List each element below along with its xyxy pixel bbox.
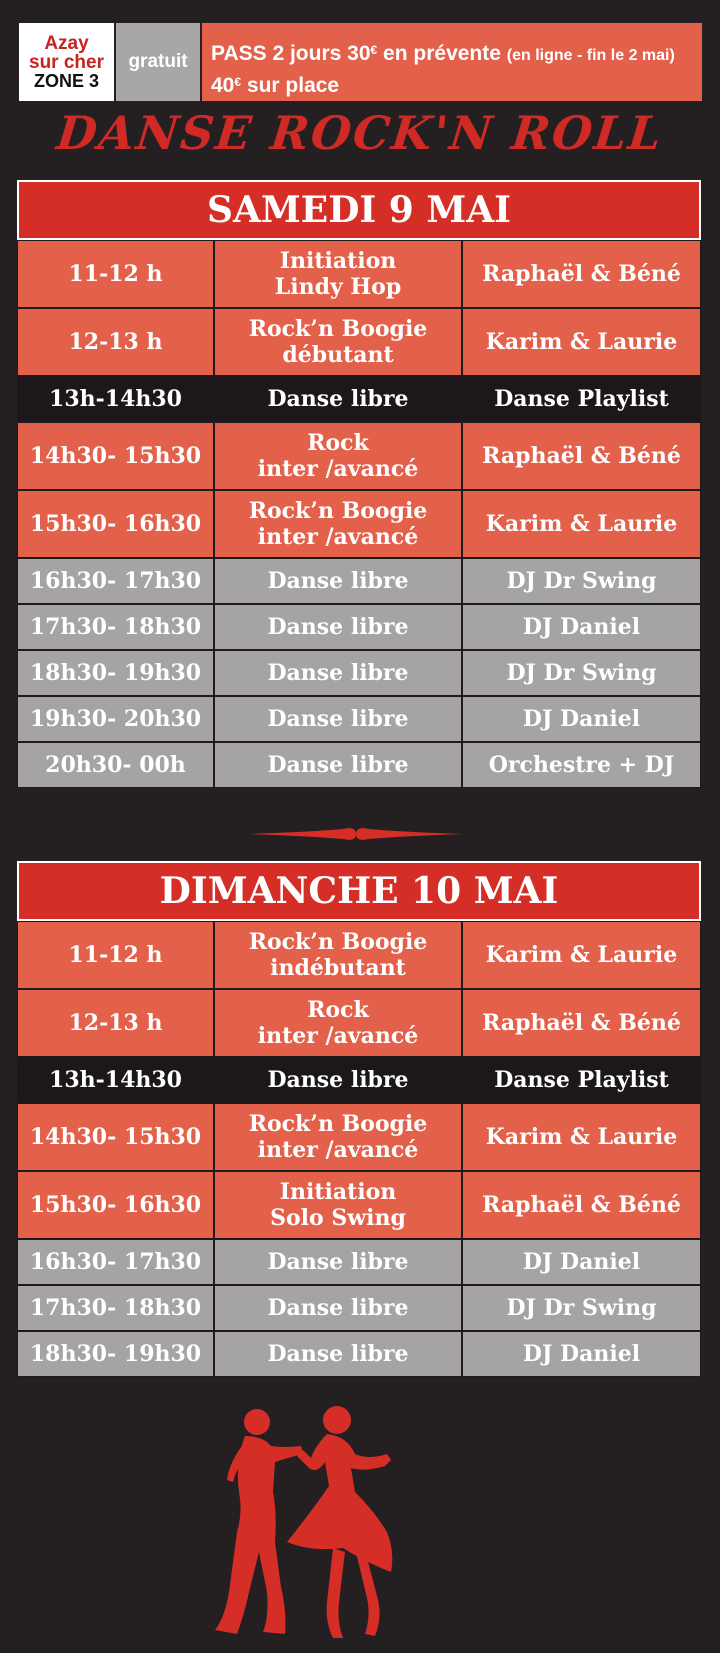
host-cell: DJ Daniel bbox=[462, 1239, 701, 1285]
page-title: DANSE ROCK'N ROLL bbox=[54, 106, 666, 160]
host-cell: Raphaël & Béné bbox=[462, 422, 701, 490]
pass-line2 bbox=[211, 69, 702, 99]
activity-text bbox=[267, 660, 408, 686]
table-row bbox=[17, 1239, 701, 1285]
table-row bbox=[17, 308, 701, 376]
pass-price: PASS 2 jours 30 bbox=[211, 42, 371, 65]
activity-cell bbox=[214, 1171, 462, 1239]
pass-euro: € bbox=[370, 43, 378, 57]
time-cell: 11-12 h bbox=[17, 240, 214, 308]
pass-line1 bbox=[211, 37, 702, 69]
activity-line1: Rock’n Boogie bbox=[248, 929, 428, 955]
onsite-label: sur place bbox=[246, 74, 340, 97]
sunday-schedule bbox=[17, 861, 701, 1377]
time-cell: 13h-14h30 bbox=[17, 376, 214, 422]
activity-line1: Rock’n Boogie bbox=[248, 498, 428, 524]
host-cell: DJ Daniel bbox=[462, 604, 701, 650]
activity-text bbox=[267, 386, 408, 412]
activity-line1: Rock’n Boogie bbox=[248, 316, 428, 342]
time-cell: 15h30- 16h30 bbox=[17, 1171, 214, 1239]
activity-cell bbox=[214, 490, 462, 558]
time-cell: 13h-14h30 bbox=[17, 1057, 214, 1103]
saturday-schedule bbox=[17, 180, 701, 788]
activity-cell bbox=[214, 1057, 462, 1103]
table-row bbox=[17, 1285, 701, 1331]
activity-line1: Rock bbox=[307, 430, 369, 456]
activity-cell bbox=[214, 1331, 462, 1377]
table-row bbox=[17, 989, 701, 1057]
table-row bbox=[17, 490, 701, 558]
pass-info bbox=[202, 23, 702, 101]
activity-text bbox=[258, 997, 418, 1049]
time-cell: 16h30- 17h30 bbox=[17, 1239, 214, 1285]
activity-line1: Initiation bbox=[279, 1179, 397, 1205]
table-row bbox=[17, 1057, 701, 1103]
host-cell: DJ Daniel bbox=[462, 1331, 701, 1377]
activity-line1: Danse libre bbox=[267, 386, 409, 412]
activity-text bbox=[267, 568, 408, 594]
activity-text bbox=[267, 1295, 408, 1321]
host-cell: DJ Daniel bbox=[462, 696, 701, 742]
activity-line2: inter /avancé bbox=[257, 1023, 419, 1049]
activity-cell bbox=[214, 308, 462, 376]
zone-label: ZONE 3 bbox=[33, 70, 99, 91]
table-row bbox=[17, 1103, 701, 1171]
host-cell: Karim & Laurie bbox=[462, 490, 701, 558]
activity-text bbox=[249, 1111, 428, 1163]
saturday-heading: SAMEDI 9 MAI bbox=[17, 180, 701, 240]
activity-line2: inter /avancé bbox=[257, 1137, 419, 1163]
table-row bbox=[17, 376, 701, 422]
time-cell: 17h30- 18h30 bbox=[17, 604, 214, 650]
host-cell: Karim & Laurie bbox=[462, 308, 701, 376]
activity-line2: indébutant bbox=[270, 955, 406, 981]
activity-line1: Danse libre bbox=[267, 1295, 409, 1321]
location-box bbox=[19, 23, 114, 101]
table-row bbox=[17, 240, 701, 308]
table-row bbox=[17, 1331, 701, 1377]
activity-cell bbox=[214, 422, 462, 490]
activity-text bbox=[275, 248, 402, 300]
activity-line1: Danse libre bbox=[267, 752, 409, 778]
activity-text bbox=[267, 1249, 408, 1275]
host-cell: Orchestre + DJ bbox=[462, 742, 701, 788]
ornamental-divider-icon bbox=[248, 826, 464, 842]
host-cell: Danse Playlist bbox=[462, 376, 701, 422]
table-row bbox=[17, 604, 701, 650]
table-row bbox=[17, 742, 701, 788]
activity-line2: débutant bbox=[282, 342, 394, 368]
activity-text bbox=[267, 706, 408, 732]
table-row bbox=[17, 1171, 701, 1239]
activity-cell bbox=[214, 650, 462, 696]
activity-line1: Rock’n Boogie bbox=[248, 1111, 428, 1137]
activity-cell bbox=[214, 604, 462, 650]
activity-line1: Danse libre bbox=[267, 568, 409, 594]
time-cell: 17h30- 18h30 bbox=[17, 1285, 214, 1331]
activity-line2: inter /avancé bbox=[257, 524, 419, 550]
host-cell: Karim & Laurie bbox=[462, 1103, 701, 1171]
activity-cell bbox=[214, 742, 462, 788]
activity-cell bbox=[214, 1103, 462, 1171]
activity-line1: Danse libre bbox=[267, 1341, 409, 1367]
host-cell: DJ Dr Swing bbox=[462, 1285, 701, 1331]
table-row bbox=[17, 422, 701, 490]
activity-text bbox=[270, 1179, 406, 1231]
host-cell: Danse Playlist bbox=[462, 1057, 701, 1103]
activity-text bbox=[267, 752, 408, 778]
activity-text bbox=[267, 614, 408, 640]
activity-line1: Danse libre bbox=[267, 614, 409, 640]
time-cell: 18h30- 19h30 bbox=[17, 1331, 214, 1377]
activity-line2: Solo Swing bbox=[270, 1205, 406, 1231]
table-row bbox=[17, 650, 701, 696]
host-cell: Karim & Laurie bbox=[462, 921, 701, 989]
activity-cell bbox=[214, 1285, 462, 1331]
time-cell: 18h30- 19h30 bbox=[17, 650, 214, 696]
activity-line1: Danse libre bbox=[267, 660, 409, 686]
host-cell: Raphaël & Béné bbox=[462, 989, 701, 1057]
time-cell: 12-13 h bbox=[17, 308, 214, 376]
activity-cell bbox=[214, 376, 462, 422]
time-cell: 20h30- 00h bbox=[17, 742, 214, 788]
activity-cell bbox=[214, 696, 462, 742]
time-cell: 19h30- 20h30 bbox=[17, 696, 214, 742]
time-cell: 15h30- 16h30 bbox=[17, 490, 214, 558]
activity-cell bbox=[214, 1239, 462, 1285]
host-cell: DJ Dr Swing bbox=[462, 558, 701, 604]
activity-cell bbox=[214, 240, 462, 308]
activity-line1: Danse libre bbox=[267, 706, 409, 732]
sunday-heading: DIMANCHE 10 MAI bbox=[17, 861, 701, 921]
activity-cell bbox=[214, 558, 462, 604]
activity-text bbox=[249, 498, 428, 550]
activity-text bbox=[249, 929, 428, 981]
activity-line1: Initiation bbox=[279, 248, 397, 274]
host-cell: DJ Dr Swing bbox=[462, 650, 701, 696]
time-cell: 16h30- 17h30 bbox=[17, 558, 214, 604]
activity-line1: Danse libre bbox=[267, 1067, 409, 1093]
time-cell: 14h30- 15h30 bbox=[17, 422, 214, 490]
free-label: gratuit bbox=[116, 23, 200, 101]
time-cell: 14h30- 15h30 bbox=[17, 1103, 214, 1171]
table-row bbox=[17, 558, 701, 604]
activity-line2: Lindy Hop bbox=[274, 274, 402, 300]
time-cell: 11-12 h bbox=[17, 921, 214, 989]
activity-line1: Rock bbox=[307, 997, 369, 1023]
table-row bbox=[17, 696, 701, 742]
activity-text bbox=[258, 430, 418, 482]
location-line1: Azay bbox=[44, 32, 89, 54]
dancing-couple-icon bbox=[215, 1402, 455, 1642]
table-row bbox=[17, 921, 701, 989]
host-cell: Raphaël & Béné bbox=[462, 240, 701, 308]
header-bar bbox=[19, 23, 702, 101]
activity-text bbox=[249, 316, 428, 368]
sunday-rows bbox=[17, 921, 701, 1377]
activity-line1: Danse libre bbox=[267, 1249, 409, 1275]
activity-text bbox=[267, 1067, 408, 1093]
pass-presale: en prévente bbox=[383, 42, 501, 65]
activity-cell bbox=[214, 989, 462, 1057]
activity-cell bbox=[214, 921, 462, 989]
activity-line2: inter /avancé bbox=[257, 456, 419, 482]
onsite-euro: € bbox=[234, 75, 242, 89]
time-cell: 12-13 h bbox=[17, 989, 214, 1057]
onsite-price: 40 bbox=[211, 74, 235, 97]
saturday-rows bbox=[17, 240, 701, 788]
pass-note: (en ligne - fin le 2 mai) bbox=[506, 47, 675, 64]
location-line2: sur cher bbox=[29, 51, 104, 73]
activity-text bbox=[267, 1341, 408, 1367]
host-cell: Raphaël & Béné bbox=[462, 1171, 701, 1239]
